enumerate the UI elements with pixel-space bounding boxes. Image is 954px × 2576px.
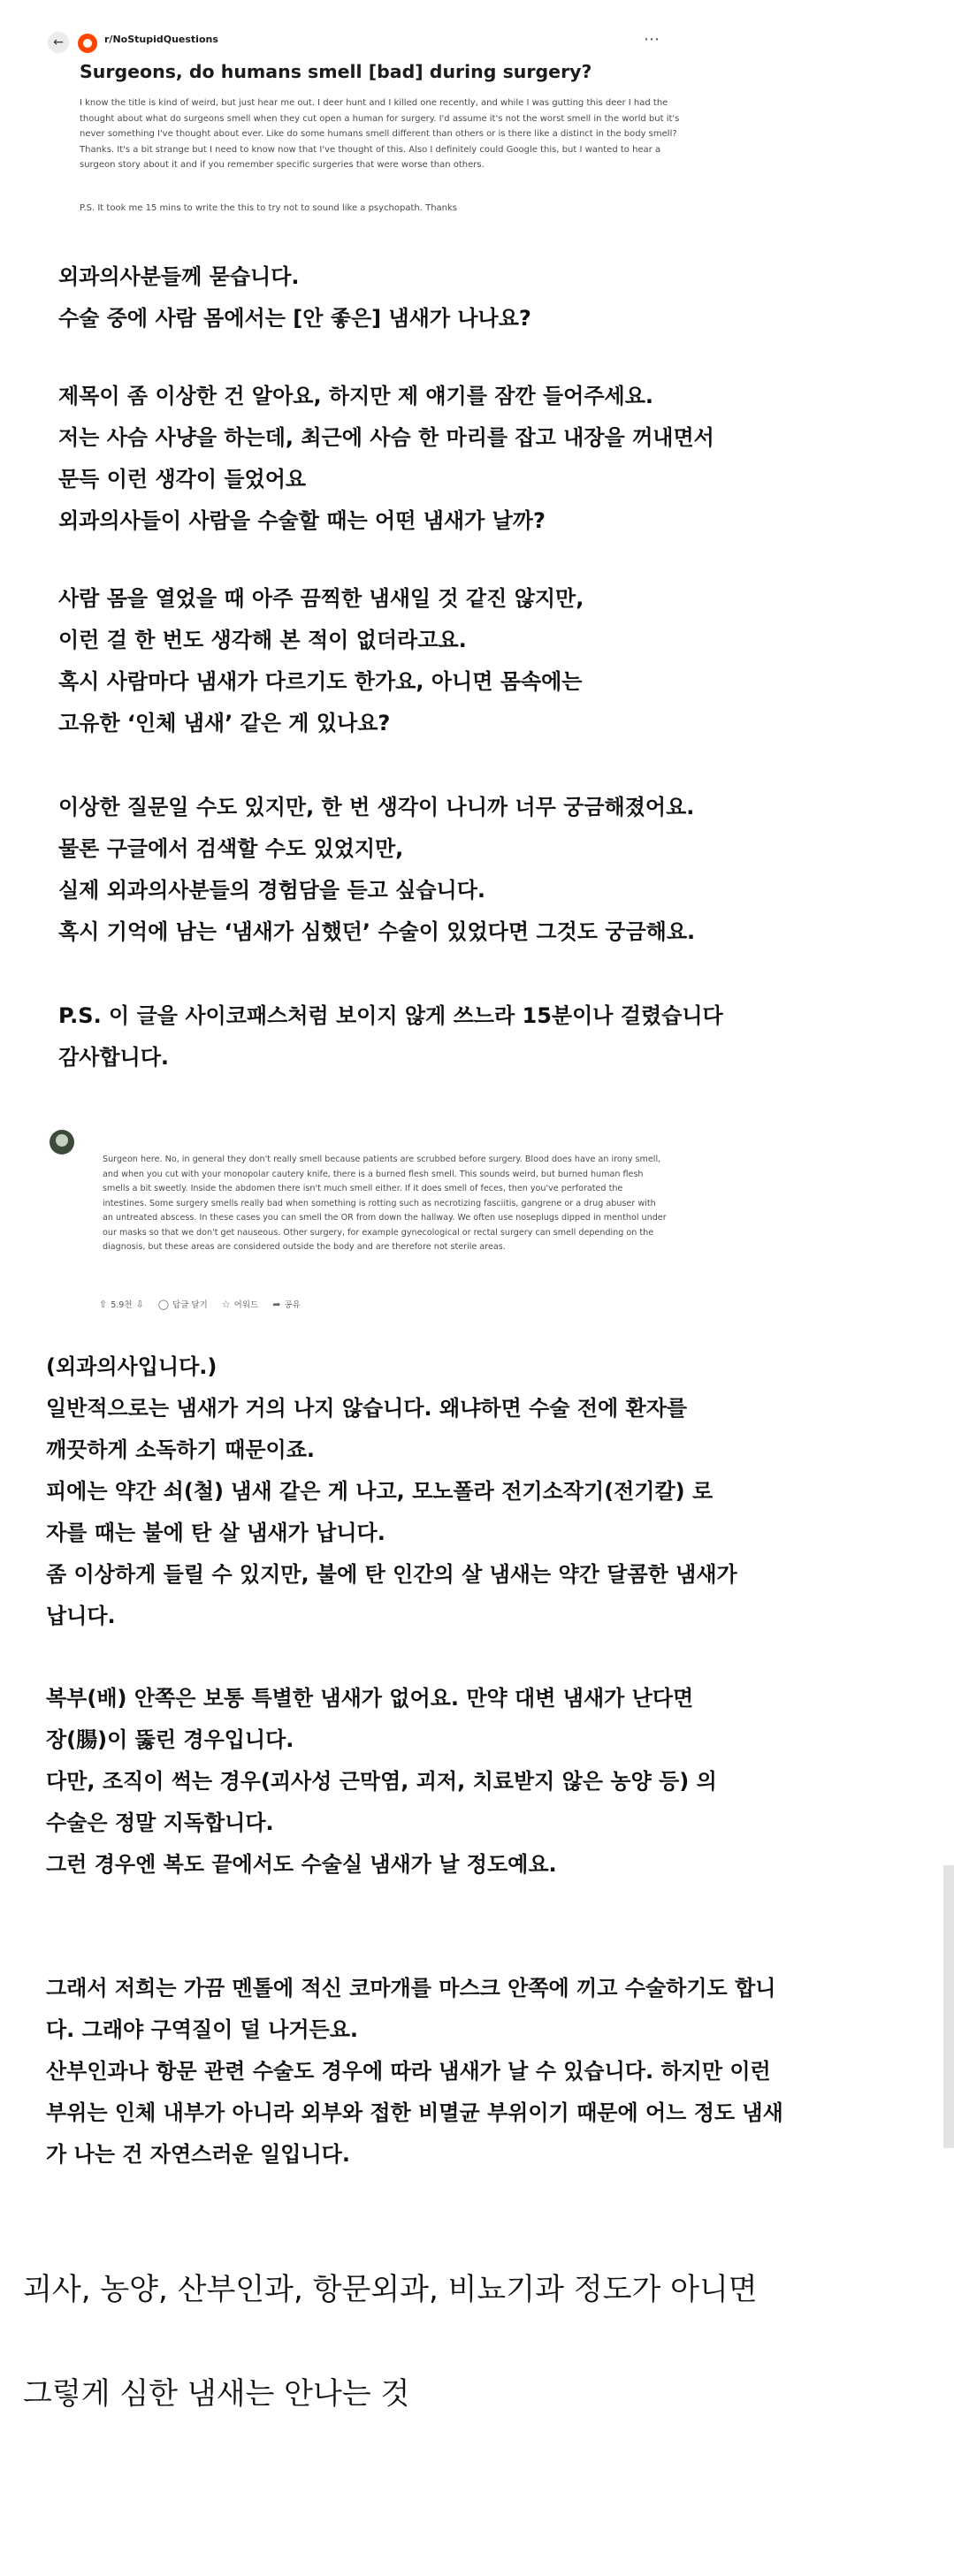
comment-bubble-icon: ◯ xyxy=(157,1298,170,1310)
share-icon: ➦ xyxy=(272,1298,281,1310)
subreddit-avatar[interactable] xyxy=(78,34,97,53)
post-ps: P.S. It took me 15 mins to write the this to try not to sound like a psychopath. Thanks xyxy=(80,203,458,213)
reddit-post-card xyxy=(42,21,679,225)
comment-translation-paragraph: 산부인과나 항문 관련 수술도 경우에 따라 냄새가 날 수 있습니다. 하지만 이런 부위는 인체 내부가 아니라 외부와 접한 비멸균 부위이기 때문에 어느 정도 냄새 가 나는 건 자연스러운 일입니다. xyxy=(46,2059,783,2167)
user-avatar-icon[interactable] xyxy=(50,1130,74,1155)
reddit-comment-card xyxy=(42,1123,679,1317)
arrow-left-icon[interactable]: ← xyxy=(48,32,69,53)
vote-count: 5.9천 xyxy=(111,1300,133,1310)
comment-actions xyxy=(99,1298,301,1310)
summary-line: 그렇게 심한 냄새는 안나는 것 xyxy=(23,2376,410,2412)
reply-label: 답글 달기 xyxy=(172,1300,208,1310)
post-translation-paragraph: 사람 몸을 열었을 때 아주 끔찍한 냄새일 것 같진 않지만, 이런 걸 한 번도 생각해 본 적이 없더라고요. 혹시 사람마다 냄새가 다르기도 한가요, 아니면 몸속에는 고유한 ‘인체 냄새’ 같은 게 있나요? xyxy=(58,586,584,735)
post-body: I know the title is kind of weird, but just hear me out. I deer hunt and I killed one recently, and while I was gutting this deer I had the thought about what do surgeons smell when they cut open a human for surgery. I'd assume it's not the worst smell in the world but it's never something I've thought about ever. Like do some humans smell different than others or is there like a distinct in the body smell? Thanks. It's a bit strange but I need to know now that I've thought of this. Also I definitely could Google this, but I wanted to hear a surgeon story about it and if you remember specific surgeries that were worse than others. xyxy=(80,98,680,170)
post-title: Surgeons, do humans smell [bad] during surgery? xyxy=(80,61,592,82)
more-dots-icon[interactable]: ⋯ xyxy=(644,30,660,49)
post-translation-ps: P.S. 이 글을 사이코패스처럼 보이지 않게 쓰느라 15분이나 걸렸습니다 감사합니다. xyxy=(58,1003,723,1070)
share-label: 공유 xyxy=(284,1300,301,1310)
award-button[interactable] xyxy=(222,1298,258,1310)
post-translation-paragraph: 이상한 질문일 수도 있지만, 한 번 생각이 나니까 너무 궁금해졌어요. 물론 구글에서 검색할 수도 있었지만, 실제 외과의사분들의 경험담을 듣고 싶습니다. 혹시 기억에 남는 ‘냄새가 심했던’ 수술이 있었다면 그것도 궁금해요. xyxy=(58,795,696,944)
subreddit-name[interactable]: r/NoStupidQuestions xyxy=(104,34,218,45)
comment-translation-paragraph: 그래서 저희는 가끔 멘톨에 적신 코마개를 마스크 안쪽에 끼고 수술하기도 합니 다. 그래야 구역질이 덜 나거든요. xyxy=(46,1976,776,2042)
comment-body: Surgeon here. No, in general they don't really smell because patients are scrubbed before surgery. Blood does have an irony smell, and when you cut with your monopolar cautery knife, there is a burned flesh smell. This sounds weird, but burned human flesh smells a bit sweetly. Inside the abdomen there isn't much smell either. If it does smell of feces, then you've perforated the intestines. Some surgery smells really bad when something is rotting such as necrotizing fasciitis, gangrene or a drug abuser with an untreated abscess. In these cases you can smell the OR from down the hallway. We often use noseplugs dipped in menthol under our masks so that we don't get nauseous. Other surgery, for example gynecological or rectal surgery can smell depending on the diagnosis, but these areas are considered outside the body and are therefore not sterile areas. xyxy=(103,1155,667,1252)
scrollbar-track[interactable] xyxy=(943,1865,954,2148)
share-button[interactable] xyxy=(272,1298,301,1310)
award-label: 어워드 xyxy=(233,1300,259,1310)
vote-group xyxy=(99,1298,144,1310)
summary-line: 괴사, 농양, 산부인과, 항문외과, 비뇨기과 정도가 아니면 xyxy=(23,2272,758,2307)
comment-translation-paragraph: 복부(배) 안쪽은 보통 특별한 냄새가 없어요. 만약 대변 냄새가 난다면 장(腸)이 뚫린 경우입니다. 다만, 조직이 썩는 경우(괴사성 근막염, 괴저, 치료받지 않은 농양 등) 의 수술은 정말 지독합니다. 그런 경우엔 복도 끝에서도 수술실 냄새가 날 정도예요. xyxy=(46,1686,717,1877)
post-translation-paragraph: 제목이 좀 이상한 건 알아요, 하지만 제 얘기를 잠깐 들어주세요. 저는 사슴 사냥을 하는데, 최근에 사슴 한 마리를 잡고 내장을 꺼내면서 문득 이런 생각이 들었어요 외과의사들이 사람을 수술할 때는 어떤 냄새가 날까? xyxy=(58,384,714,533)
downvote-icon[interactable]: ⇩ xyxy=(135,1298,144,1310)
upvote-icon[interactable]: ⇧ xyxy=(99,1298,108,1310)
post-translation-title: 외과의사분들께 묻습니다. 수술 중에 사람 몸에서는 [안 좋은] 냄새가 나나요? xyxy=(58,264,531,331)
reply-button[interactable] xyxy=(158,1298,208,1310)
award-icon: ☆ xyxy=(221,1298,231,1310)
comment-translation-paragraph: (외과의사입니다.) 일반적으로는 냄새가 거의 나지 않습니다. 왜냐하면 수술 전에 환자를 깨끗하게 소독하기 때문이죠. 피에는 약간 쇠(철) 냄새 같은 게 나고, 모노폴라 전기소작기(전기칼) 로 자를 때는 불에 탄 살 냄새가 납니다. 좀 이상하게 들릴 수 있지만, 불에 탄 인간의 살 냄새는 약간 달콤한 냄새가 납니다. xyxy=(46,1354,737,1628)
